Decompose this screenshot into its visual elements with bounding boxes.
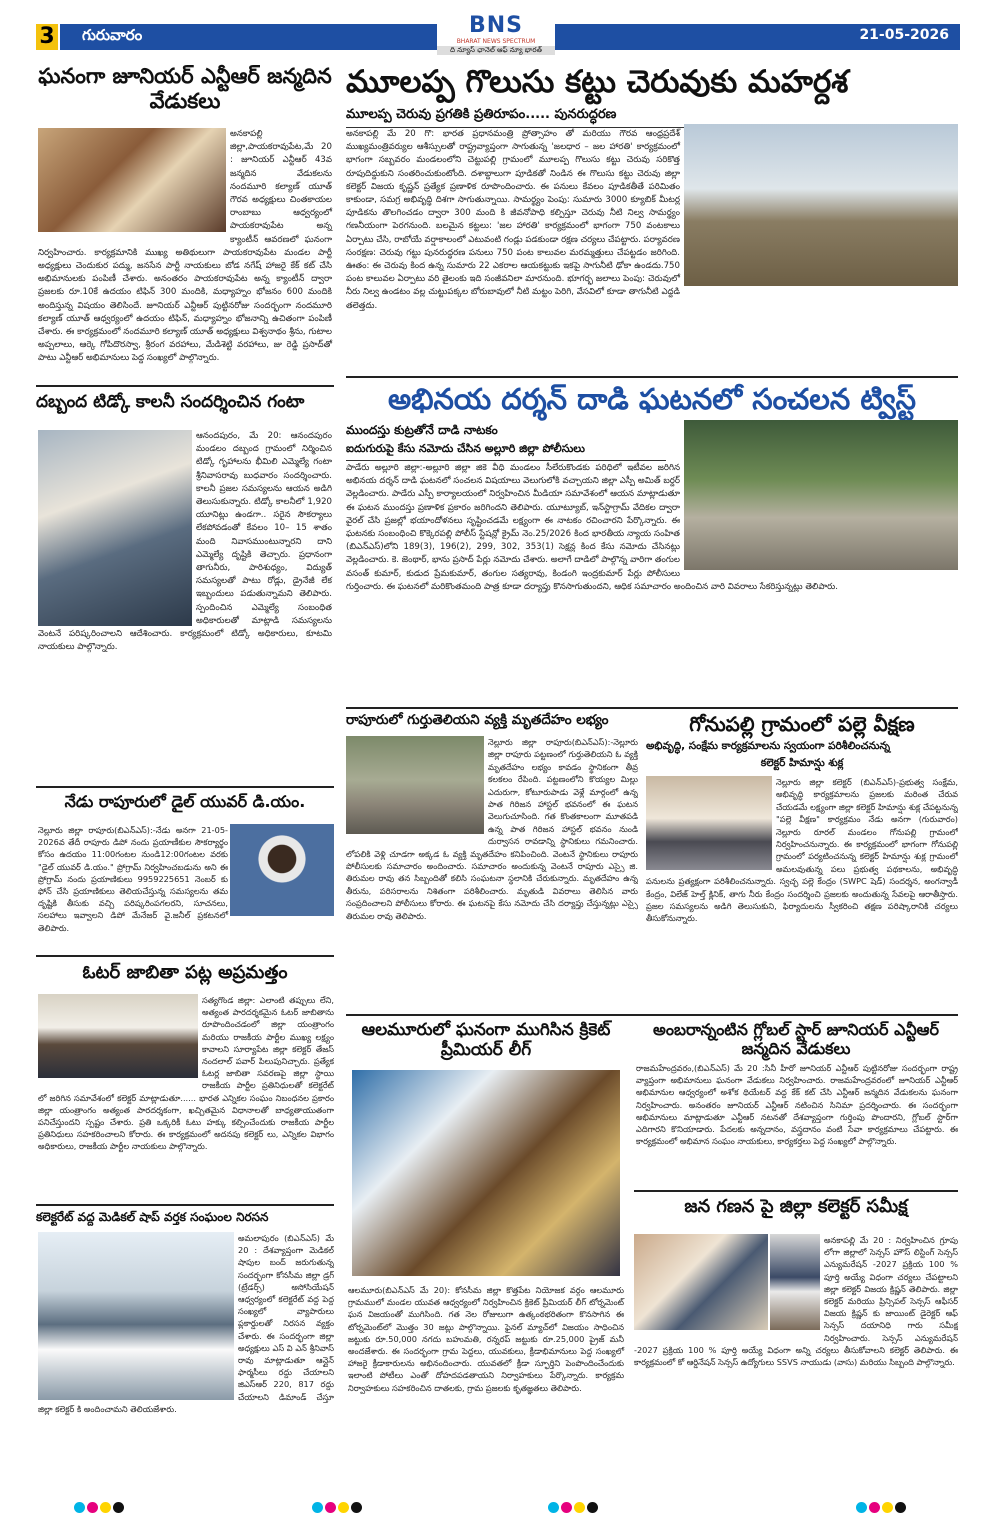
dot-magenta	[325, 1502, 336, 1513]
body-text-abhinaya-darshan: పాడేరు అల్లూరి జిల్లా:-అల్లూరి జిల్లా జికె వీధి మండలం సీలేరుకొండకు పరిధిలో ఇటీవల జరిగిన అభినయ దర్శన్ దాడి ఘటనలో సంచలన విషయాలు వెలుగులోకి వచ్చాయని జిల్లా ఎస్పీ అమిత్ బర్దర్ వెల్లడించారు. పాడేరు ఎస్పీ కార్యాలయంలో నిర్వహించిన మీడియా సమావేశంలో ఆయన మాట్లాడుతూ ఈ ఘటన ముందస్తు ప్రణాళిక ప్రకారం జరిగిందని తెలిపారు. యూట్యూబ్, ఇన్‌స్టాగ్రామ్ వేదికల ద్వారా వైరల్ చేసి ప్రజల్లో భయాందోళనలు సృష్టించడమే లక్ష్యంగా ఈ నాటకం రచించారని పేర్కొన్నారు. ఈ ఘటనకు సంబంధించి కొక్కెరపల్లి పోలీస్ స్టేషన్లో క్రైమ్ నెం.25/2026 కింద భారతీయ న్యాయ సంహిత (బిఎన్ఎస్)లోని 189(3), 196(2), 299, 302, 353(1) సెక్షన్ల కింద కేసు నమోదు చేసినట్లు వెల్లడించారు. కె. జెంథార్, భాను ప్రసాద్ పేర్లు నమోదు చేశారు. అలాగే దాడిలో పాల్గొన్న వారిగా తంగుల వసంత్ కుమార్, కుడుద ప్రేమకుమార్, తంగుల సత్యరావు, కిండంగి ఇంద్రకుమార్ పేర్లు పోలీసులు గుర్తించారు. ఈ ఘటనలో మరికొంతమంది పాత్ర కూడా దర్యాప్తు కొనసాగుతుందని, ఆధిక సమాచారం అందించిన వారి వివరాలు సేకరిస్తున్నట్లు తెలిపారు.	[346, 463, 838, 592]
dot-yellow	[338, 1502, 349, 1513]
photo-float	[38, 994, 202, 1080]
subhead-case-filed: ఐదుగురుపై కేసు నమోదు చేసిన అల్లూరి జిల్లా పోలీసులు	[346, 442, 666, 461]
article-dabbanda-tidco	[36, 392, 334, 782]
photo-float	[634, 1234, 824, 1332]
article-dial-your-dm	[36, 792, 334, 952]
article-abhinaya-darshan	[346, 382, 958, 704]
article-census-review	[634, 1196, 958, 1492]
divider	[346, 1014, 958, 1016]
body-mulappa-lake	[346, 128, 958, 372]
photo-float	[680, 128, 958, 288]
masthead	[0, 0, 987, 62]
photo-float	[646, 776, 776, 872]
headline-census-review: జన గణన పై జిల్లా కలెక్టర్ సమీక్ష	[684, 1196, 908, 1217]
dot-black	[351, 1502, 362, 1513]
registration-marks-4	[856, 1502, 908, 1514]
dot-yellow	[574, 1502, 585, 1513]
logo-tagline: ది న్యూస్ ఛానెల్ ఆఫ్ న్యూ భారత్	[437, 46, 555, 55]
headline-unidentified-body: రాపూరులో గుర్తుతెలియని వ్యక్తి మృతదేహం లభ్యం	[346, 712, 609, 728]
dot-black	[895, 1502, 906, 1513]
body-abhinaya-darshan	[346, 462, 958, 704]
dot-cyan	[74, 1502, 85, 1513]
headline-medical-shop: కలెక్టరేట్ వద్ద మెడికల్ షాప్ వర్తక సంఘంల నిరసన	[36, 1210, 269, 1224]
page-number: 3	[36, 24, 58, 50]
photo-float	[38, 430, 196, 628]
body-gonupalli	[646, 776, 958, 1010]
body-text-voter-list: సత్యగొండ జిల్లా: ఎలాంటి తప్పులు లేని, అత్యంత పారదర్శకమైన ఓటర్ జాబితాను రూపొందించడంలో జిల్లా యంత్రాంగం మరియు రాజకీయ పార్టీల ముఖ్య లక్ష్యం కావాలని సూర్యాపేట జిల్లా కలెక్టర్ తేజస్ నందలాల్ పవార్ పిలుపునిచ్చారు. ప్రత్యేక ఓటర్ల జాబితా సవరణపై జిల్లా స్థాయి రాజకీయ పార్టీల ప్రతినిధులతో కలెక్టరేట్ లో జరిగిన సమావేశంలో కలెక్టర్ మాట్లాడుతూ...... భారత ఎన్నికల సంఘం నిబంధనల ప్రకారం జిల్లా యంత్రాంగం అత్యంత పారదర్శకంగా, ఖచ్చితమైన విధానాలతో బాధ్యతాయుతంగా పనిచేస్తుందని స్పష్టం చేశారు. ప్రతి ఒక్కరికీ ఓటు హక్కు కల్పించేందుకు రాజకీయ పార్టీల ప్రతినిధులు సహకరించాలని కోరారు. ఈ కార్యక్రమంలో అదనపు కలెక్టర్ లు, ఎన్నికల విభాగం అధికారులు, రాజకీయ పార్టీల నాయకులు పాల్గొన్నారు.	[38, 995, 334, 1152]
photo-float	[228, 824, 334, 918]
photo-float	[346, 736, 488, 836]
photo-cricket-prize	[352, 1070, 620, 1276]
photo-float	[38, 128, 230, 234]
article-voter-list	[36, 962, 334, 1200]
body-text-gonupalli: నెల్లూరు జిల్లా కలెక్టర్ (బిఎన్ఎస్)-ప్రభుత్వ సంక్షేమ, అభివృద్ధి కార్యక్రమాలను ప్రజలకు మరింత చేరువ చేయడమే లక్ష్యంగా జిల్లా కలెక్టర్ హిమాన్షు శుక్ల చేపట్టనున్న "పల్లె వీక్షణ" కార్యక్రమం నేడు అనగా (గురువారం) నెల్లూరు రూరల్ మండలం గోనుపల్లి గ్రామంలో నిర్వహించనున్నారు. ఈ కార్యక్రమంలో భాగంగా గోనుపల్లి గ్రామంలో పర్యటించనున్న కలెక్టర్ హిమాన్షు శుక్ల గ్రామంలో అమలవుతున్న పలు ప్రభుత్వ పథకాలను, అభివృద్ధి పనులను ప్రత్యక్షంగా పరిశీలించనున్నారు. స్వచ్ఛ పల్లె కేంద్రం (SWPC షెడ్) సందర్శన, అంగన్వాడీ కేంద్రం, విలేజ్ హెల్త్ క్లినిక్, తాగు నీరు కేంద్రం సందర్శించి ప్రజలకు అందుతున్న సేవలపై ఆరాతీస్తారు. ప్రజల సమస్యలను అడిగి తెలుసుకుని, ఫిర్యాదులను స్వీకరించి తక్షణ పరిష్కారానికి చర్యలు తీసుకోనున్నారు.	[646, 777, 958, 924]
photo-float	[680, 462, 958, 572]
headline-mulappa-lake: మూలప్ప గొలుసు కట్టు చెరువుకు మహర్దశ	[346, 64, 849, 100]
body-unidentified-body	[346, 736, 638, 1010]
logo-text: BNS	[468, 13, 524, 38]
headline-gonupalli: గోనుపల్లి గ్రామంలో పల్లె వీక్షణ	[689, 712, 915, 736]
body-census-review	[634, 1234, 958, 1492]
divider	[36, 385, 334, 387]
divider	[634, 1190, 958, 1192]
article-global-star	[634, 1020, 958, 1186]
headline-abhinaya-darshan: అభినయ దర్శన్ దాడి ఘటనలో సంచలన ట్విస్ట్	[387, 382, 917, 416]
photo-float	[38, 1232, 238, 1402]
divider	[36, 955, 334, 957]
body-text-mulappa-lake: అనకాపల్లి మే 20 గొ: భారత ప్రధానమంత్రి ప్రోత్సాహం తో మరియు గౌరవ ఆంధ్రప్రదేశ్ ముఖ్యమంత్రివర్యుల ఆశీస్సులతో రాష్ట్రవ్యాప్తంగా సాగుతున్న 'జలధార – జల హారతి' కార్యక్రమంలో భాగంగా సబ్బవరం మండలంలోని చెట్టుపల్లి గ్రామంలో మూలప్ప గొలుసు కట్టు చెరువు సరికొత్త రూపుదిద్దుకుని సంతరించుకుంటోంది. దశాబ్దాలుగా పూడికతో నిండిన ఈ గొలుసు కట్టు చెరువు జిల్లా కలెక్టర్ విజయ కృష్ణన్ ప్రత్యేక ప్రణాళిక రూపొందించారు. ఈ పనులు కేవలం పూడికతీతే పరిమితం కాకుండా, సమగ్ర అభివృద్ధి దిశగా సాగుతున్నాయి. సామర్థ్యం పెంపు: సుమారు 3000 క్యూబిక్ మీటర్ల పూడికను తొలగించడం ద్వారా 300 మంది కి జీవనోపాధి కల్పిస్తూ చెరువు నీటి నిల్వ సామర్థ్యం గణనీయంగా పెరగనుంది. బలమైన కట్టలు: 'జల హారతి' కార్యక్రమంలో భాగంగా 750 వంటకాలు ఏర్పాటు చేసి, రాబోయే వర్షాకాలంలో ఎటువంటి గండ్లు పడకుండా రక్షణ చర్యలు చేపట్టారు. పర్యావరణ సంరక్షణ: చెరువు గట్టు పునరుద్ధరణ పనులు 750 పంట కాలువల మరమ్మత్తులు చేపట్టడం జరిగింది. ఊతం: ఈ చెరువు కింద ఉన్న సుమారు 22 ఎకరాల ఆయకట్టుకు ఇకపై సాగునీటి ఢోకా ఉండదు.750 పంట కాలువల ఏర్పాటు వరి తైలంకు ఇది సంజీవనిలా మారనుంది. భూగర్భ జలాలు పెంపు: చెరువులో నీరు నిల్వ ఉండటం వల్ల చుట్టుపక్కల బోరుబావులో నీటి మట్టం పెరిగి, వేసవిలో కూడా తాగునీటి ఎద్దడి తలెత్తదు.	[346, 129, 680, 311]
headline-dabbanda-tidco: దబ్బంద టిడ్కో కాలనీ సందర్శించిన గంటా	[36, 392, 305, 412]
header-day: గురువారం	[82, 26, 143, 44]
body-text-unidentified-body: నెల్లూరు జిల్లా రాపూరు(బిఎన్ఎస్):-నెల్లూరు జిల్లా రాపూరు పట్టణంలో గుర్తుతెలియని ఓ వ్యక్తి మృతదేహం లభ్యం కావడం స్థానికంగా తీవ్ర కలకలం రేపింది. పట్టణంలోని కొయ్యల మిల్లు ఎదురుగా, కోటూరుపాడు వెళ్లే మార్గంలో ఉన్న పాత గిరిజన హాస్టల్ భవనంలో ఈ ఘటన వెలుగుచూసింది. గత కొంతకాలంగా మూతపడి ఉన్న పాత గిరిజన హాస్టల్ భవనం నుండి దుర్వాసన రావడాన్ని స్థానికులు గమనించారు. లోపలికి వెళ్లి చూడగా అక్కడ ఓ వ్యక్తి మృతదేహం కనిపించింది. వెంటనే స్థానికులు రాపూరు పోలీసులకు సమాచారం అందించారు. సమాచారం అందుకున్న వెంటనే రాపూరు ఎస్సై జి. తిరుమల రావు తన సిబ్బందితో కలిసి సంఘటనా స్థలానికి చేరుకున్నారు. మృతదేహం ఉన్న తీరును, పరిసరాలను నిశితంగా పరిశీలించారు. మృతుడి వివరాలు తెలిసిన వారు సంప్రదించాలని పోలీసులు కోరారు. ఈ ఘటనపై కేసు నమోదు చేసి దర్యాప్తు చేస్తున్నట్లు ఎస్సై తిరుమల రావు తెలిపారు.	[346, 737, 638, 921]
article-unidentified-body	[346, 712, 638, 1010]
dot-black	[113, 1502, 124, 1513]
divider	[346, 376, 958, 378]
header-date: 21-05-2026	[859, 27, 949, 43]
registration-marks-1	[74, 1502, 126, 1514]
headline-ntr-birthday: ఘనంగా జూనియర్ ఎన్టీఆర్ జన్మదిన వేడుకలు	[38, 64, 332, 114]
body-text-medical-shop: అమలాపురం (బిఎన్ఎస్) మే 20 : దేశవ్యాప్తంగా మెడికల్ షాపుల బంద్ జరుగుతున్న సందర్భంగా కోనసీమ జిల్లా డ్రగ్ (ట్రేడర్స్) అసోసియేషన్ ఆధ్వర్యంలో కలెక్టరేట్ వద్ద పెద్ద సంఖ్యలో వ్యాపారులు ప్లకార్డులతో నిరసన వ్యక్తం చేశారు. ఈ సందర్భంగా జిల్లా అధ్యక్షులు ఎస్ వి ఎన్ శ్రీనివాస్ రావు మాట్లాడుతూ ఆన్లైన్ ఫార్మసీలు రద్దు చేయాలని జిఎస్ఆర్ 220, 817 రద్దు చేయాలని డిమాండ్ చేస్తూ జిల్లా కలెక్టర్ కి అందించామని తెలియజేశారు.	[38, 1233, 334, 1414]
article-medical-shop	[36, 1210, 334, 1450]
registration-marks-3	[548, 1502, 600, 1514]
subhead-conspiracy: ముందస్తు కుట్రతోనే దాడి నాటకం	[346, 422, 498, 437]
dot-cyan	[548, 1502, 559, 1513]
body-text-dial-your-dm: నెల్లూరు జిల్లా రాపూరు(బిఎన్ఎస్):-నేడు అనగా 21-05-2026వ తేదీ రాపూరు డిపో నందు ప్రయాణీకుల సౌకర్యార్థం కోసం ఉదయం 11:00గంటల నుండి12:00గంటల వరకు "డైల్ యువర్ డి.యం." ప్రోగ్రామ్ నిర్వహించబడును అని ఈ ప్రోగ్రామ్ నందు ప్రయాణికులు 9959225651 నెంబర్ కు ఫోన్ చేసి ప్రయాణికులు తెలియచేస్తున్న సమస్యలను తమ దృష్టికి తీసుకు వచ్చి పరిష్కరింపగలరని, సూచనలు, సలహాలు ఇవ్వాలని డిపో మేనేజర్ వై.జనీల్ ప్రకటనలో తెలిపారు.	[38, 825, 228, 933]
headline-cricket-league: ఆలమూరులో ఘనంగా ముగిసిన క్రికెట్ ప్రీమియర్ లీగ్	[361, 1020, 611, 1061]
subhead-collector-name: కలెక్టర్ హిమాన్షు శుక్ల	[760, 757, 844, 769]
logo-subtitle: BHARAT NEWS SPECTRUM	[456, 38, 536, 45]
subhead-gonupalli-review: అభివృద్ధి, సంక్షేమ కార్యక్రమాలను స్వయంగా పరిశీలించనున్న	[646, 740, 890, 752]
divider	[36, 1204, 334, 1206]
body-voter-list	[38, 994, 334, 1200]
subhead-mulappa-lake: మూలప్ప చెరువు ప్రగతికి ప్రతిరూపం..... పునరుద్ధరణ	[346, 107, 958, 128]
body-global-star: రాజమహేంద్రవరం,(బిఎన్ఎస్) మే 20 :సినీ హీరో జూనియర్ ఎన్టీఆర్ పుట్టినరోజు సందర్భంగా రాష్ట్ర వ్యాప్తంగా అభిమానులు ఘనంగా వేడుకలు నిర్వహించారు. రాజమహేంద్రవరంలో జూనియర్ ఎన్టీఆర్ అభిమానుల ఆధ్వర్యంలో అశోక థియేటర్ వద్ద కేక్ కట్ చేసి ఎన్టీఆర్ జన్మదిన వేడుకలను ఘనంగా నిర్వహించారు. అనంతరం జూనియర్ ఎన్టీఆర్ నటించిన సినిమా ప్రదర్శించారు. ఈ సందర్భంగా అభిమానులు మాట్లాడుతూ ఎన్టీఆర్ నటనతో దేశవ్యాప్తంగా గుర్తింపు పొందారని, గ్లోబల్ స్టార్‌గా ఎదిగారని కొనియాడారు. పేదలకు అన్నదానం, వస్త్రదానం వంటి సేవా కార్యక్రమాలు చేపట్టారు. ఈ కార్యక్రమంలో అభిమాన సంఘం నాయకులు, కార్యకర్తలు పెద్ద సంఖ్యలో పాల్గొన్నారు.	[636, 1063, 958, 1147]
body-text-ntr-birthday: అనకాపల్లి జిల్లా,పాయకరావుపేట,మే 20 : జూనియర్ ఎన్టీఆర్ 43వ జన్మదిన వేడుకలను నందమూరి కల్యాణ్ యూత్ గౌరవ అధ్యక్షులు చింతకాయల రాంబాబు ఆధ్వర్యంలో పాయకరావుపేట అన్న క్యాంటీన్ ఆవరణలో ఘనంగా నిర్వహించారు. కార్యక్రమానికి ముఖ్య అతిథులుగా పాయకరావుపేట మండల పార్టీ అధ్యక్షులు చెందుకుర పద్ము, జనసేన పార్టీ నాయకులు బోడ నగేష్ హాజరై కేక్ కట్ చేసి అభిమానులకు పంపిణీ చేశారు. అనంతరం పాయకరావుపేట అన్న క్యాంటీన్ ద్వారా ప్రజలకు రూ.10కే ఉదయం టిఫిన్ 300 మందికి, మధ్యాహ్నం భోజనం 600 మందికి అందిస్తున్న విషయం తెలిసిందే. జూనియర్ ఎన్టీఆర్ పుట్టినరోజు సందర్భంగా నందమూరి కల్యాణ్ యూత్ ఆధ్వర్యంలో ఉదయం టిఫిన్, మధ్యాహ్నం భోజనాన్ని ఉచితంగా పంపిణీ చేశారు. ఈ కార్యక్రమంలో నందమూరి కల్యాణ్ యూత్ అధ్యక్షులు విశ్వనాథం శ్రీను, గుటాల అప్పలాలు, ఆర్కె గోపిదొరస్వా, శ్రీరంగ వరహాలు, మేడిశెట్టి వరహాలు, జు రెడ్డి ప్రసాద్‌తో పాటు ఎన్టీఆర్ అభిమానులు పెద్ద సంఖ్యలో పాల్గొన్నారు.	[38, 129, 332, 364]
divider	[346, 707, 958, 709]
headline-voter-list: ఓటర్ జాబితా పట్ల అప్రమత్తం	[82, 962, 288, 983]
dot-black	[587, 1502, 598, 1513]
body-dabbanda-tidco	[38, 430, 332, 780]
dot-cyan	[312, 1502, 323, 1513]
body-ntr-birthday	[38, 128, 332, 378]
dot-magenta	[87, 1502, 98, 1513]
dot-cyan	[856, 1502, 867, 1513]
dot-yellow	[100, 1502, 111, 1513]
article-gonupalli	[646, 712, 958, 1010]
body-text-dabbanda-tidco: ఆనందపురం, మే 20: ఆనందపురం మండలం దబ్బంద గ్రామంలో నిర్మించిన టిడ్కో గృహాలను భీమిలి ఎమ్మెల్యే గంటా శ్రీనివాసరావు బుధవారం సందర్శించారు. కాలనీ ప్రజల సమస్యలను ఆయన అడిగి తెలుసుకున్నారు. టిడ్కో కాలనీలో 1,920 యూనిట్లు ఉండగా.. సరైన సౌకర్యాలు లేకపోవడంతో కేవలం 10– 15 శాతం మంది నివాసముంటున్నారని దాని ఎమ్మెల్యే దృష్టికి తెచ్చారు. ప్రధానంగా తాగునీరు, పారిశుధ్యం, విద్యుత్ సమస్యలతో పాటు రోడ్లు, డ్రైనేజీ లేక ఇబ్బందులు పడుతున్నామని తెలిపారు. స్పందించిన ఎమ్మెల్యే సంబంధిత అధికారులతో మాట్లాడి సమస్యలను వెంటనే పరిష్కరించాలని ఆదేశించారు. కార్యక్రమంలో టిడ్కో అధికారులు, కూటమి నాయకులు పాల్గొన్నారు.	[38, 431, 332, 653]
dot-magenta	[869, 1502, 880, 1513]
divider	[36, 786, 334, 788]
body-cricket-league: ఆలమూరు(బిఎన్ఎస్ మే 20): కోనసీమ జిల్లా కొత్తపేట నియోజక వర్గం ఆలమూరు గ్రామములో మండల యువత ఆధ్వర్యంలో నిర్వహించిన క్రికెట్ ప్రీమియర్ లీగ్ టోర్నమెంట్ ఘన విజయంతో ముగిసింది. గత నెల రోజులుగా ఉత్కంఠభరితంగా కొనసాగిన ఈ టోర్నమెంట్‌లో మొత్తం 30 జట్లు పాల్గొన్నాయి. ఫైనల్ మ్యాచ్‌లో విజయం సాధించిన జట్టుకు రూ.50,000 నగదు బహుమతి, రన్నరప్ జట్టుకు రూ.25,000 ప్రైజ్ మనీ అందజేశారు. ఈ సందర్భంగా గ్రామ పెద్దలు, యువకులు, క్రీడాభిమానులు పెద్ద సంఖ్యలో హాజరై క్రీడాకారులను అభినందించారు. యువతలో క్రీడా స్ఫూర్తిని పెంపొందించేందుకు ఇలాంటి పోటీలు ఎంతో దోహదపడతాయని నిర్వాహకులు పేర్కొన్నారు. కార్యక్రమ నిర్వాహకులు సహకరించిన దాతలకు, గ్రామ ప్రజలకు కృతజ్ఞతలు తెలిపారు.	[348, 1285, 624, 1393]
headline-dial-your-dm: నేడు రాపూరులో డైల్ యువర్ డి.యం.	[64, 792, 306, 811]
article-cricket-league	[346, 1020, 626, 1490]
bns-logo	[437, 14, 555, 54]
article-mulappa-lake	[346, 62, 958, 372]
body-text-census-review: అనకాపల్లి మే 20 : నిర్వహించిన గ్రూపు లోగా జిల్లాలో సెన్సస్ హౌస్ లిస్టింగ్ సెన్సస్ ఎన్యుమరేషన్ -2027 ప్రక్రియ 100 % పూర్తి అయ్యే విధంగా చర్యలు చేపట్టాలని జిల్లా కలెక్టర్ విజయ క్రిష్ణన్ తెలిపారు. జిల్లా కలెక్టర్ మరియు ప్రిన్సిపల్ సెన్సస్ ఆఫీసర్ విజయ క్రిష్ణన్ కు జాయింట్ డైరెక్టర్ ఆఫ్ సెన్సస్ దయానిధి గారు సమీక్ష నిర్వహించారు. సెన్సస్ ఎన్యుమరేషన్ -2027 ప్రక్రియ 100 % పూర్తి అయ్యే విధంగా అన్ని చర్యలు తీసుకోవాలని కలెక్టర్ తెలిపారు. ఈ కార్యక్రమంలో కో ఆర్డినేషన్ సెన్సస్ ఉద్యోగులు SSVS నాయుడు (వాసు) మరియు సిబ్బంది పాల్గొన్నారు.	[634, 1235, 958, 1368]
article-ntr-birthday	[36, 62, 334, 380]
headline-global-star: అంబరాన్నంటిన గ్లోబల్ స్టార్ జూనియర్ ఎన్టీఆర్ జన్మదిన వేడుకలు	[653, 1020, 939, 1059]
dot-yellow	[882, 1502, 893, 1513]
registration-marks-2	[312, 1502, 364, 1514]
body-dial-your-dm	[38, 824, 334, 952]
dot-magenta	[561, 1502, 572, 1513]
body-medical-shop	[38, 1232, 334, 1450]
